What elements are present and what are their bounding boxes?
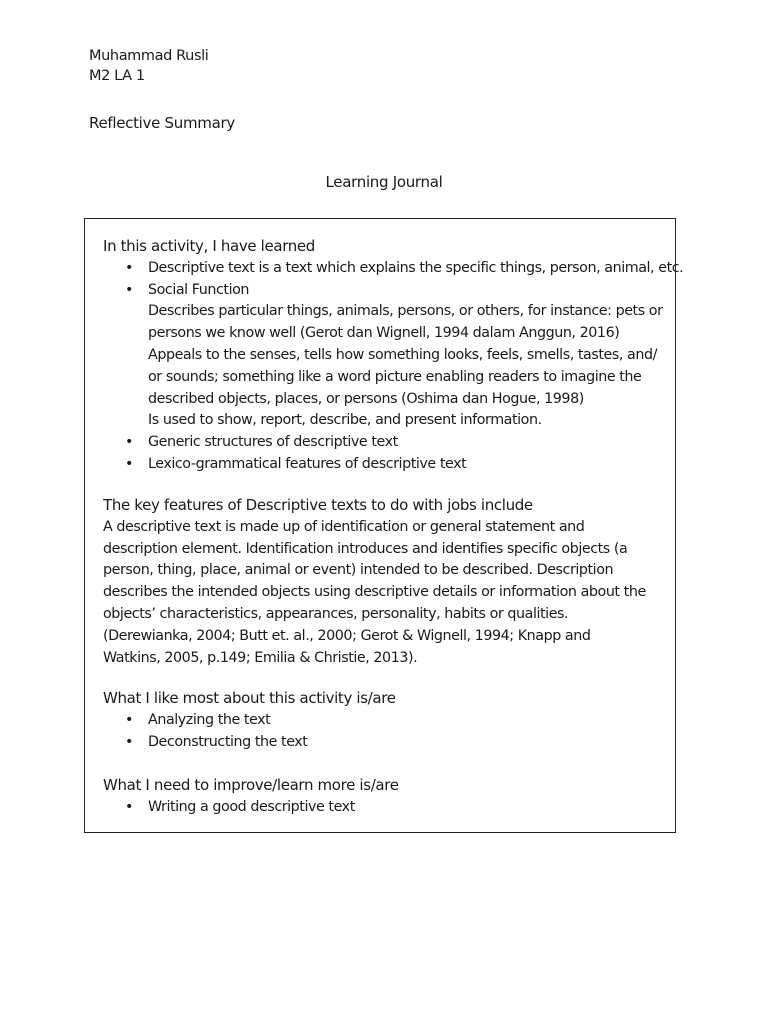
improve-list <box>103 797 675 819</box>
list-item: • Analyzing the text <box>103 710 675 732</box>
list-item: • Writing a good descriptive text <box>103 797 675 819</box>
social-function-line: Describes particular things, animals, persons, or others, for instance: pets or <box>148 303 663 320</box>
list-item: • Generic structures of descriptive text <box>103 432 675 454</box>
social-function-line: Appeals to the senses, tells how something looks, feels, smells, tastes, and/ <box>148 346 657 363</box>
learned-list <box>103 258 684 302</box>
like-most-list <box>103 710 675 754</box>
social-function-details <box>103 301 675 432</box>
paragraph-line: A descriptive text is made up of identification or general statement and <box>103 518 585 535</box>
paragraph-line: objects’ characteristics, appearances, personality, habits or qualities. <box>103 605 569 622</box>
document-title: Reflective Summary <box>89 114 235 132</box>
list-item: • Deconstructing the text <box>103 732 675 754</box>
paragraph-line: describes the intended objects using descriptive details or information about the <box>103 584 646 601</box>
improve-heading: What I need to improve/learn more is/are <box>103 776 399 794</box>
paragraph-line: person, thing, place, animal or event) intended to be described. Description <box>103 562 614 579</box>
learned-section <box>103 236 684 476</box>
key-features-paragraph <box>103 517 675 670</box>
improve-section <box>103 775 675 819</box>
key-features-heading: The key features of Descriptive texts to do with jobs include <box>103 496 533 514</box>
social-function-line: or sounds; something like a word picture enabling readers to imagine the <box>148 368 642 385</box>
author-name: Muhammad Rusli <box>89 48 209 64</box>
paragraph-line: description element. Identification introduces and identifies specific objects (a <box>103 540 628 557</box>
journal-title: Learning Journal <box>325 173 443 191</box>
social-function-line: Is used to show, report, describe, and present information. <box>148 412 542 429</box>
social-function-line: persons we know well (Gerot dan Wignell, 1994 dalam Anggun, 2016) <box>148 325 620 342</box>
paragraph-line: Watkins, 2005, p.149; Emilia & Christie, 2013). <box>103 649 418 666</box>
class-code: M2 LA 1 <box>89 68 145 84</box>
like-most-section <box>103 688 675 753</box>
learned-list-continued <box>103 432 675 476</box>
learned-heading: In this activity, I have learned <box>103 237 315 255</box>
list-item: • Lexico-grammatical features of descriptive text <box>103 454 675 476</box>
paragraph-line: (Derewianka, 2004; Butt et. al., 2000; Gerot & Wignell, 1994; Knapp and <box>103 627 591 644</box>
list-item: • Descriptive text is a text which explains the specific things, person, animal, etc. <box>103 258 675 280</box>
key-features-section <box>103 495 675 669</box>
author-block <box>89 46 208 86</box>
social-function-line: described objects, places, or persons (Oshima dan Hogue, 1998) <box>148 390 584 407</box>
like-most-heading: What I like most about this activity is/are <box>103 689 396 707</box>
learning-journal-box <box>84 218 684 833</box>
list-item: • Social Function <box>103 280 675 302</box>
